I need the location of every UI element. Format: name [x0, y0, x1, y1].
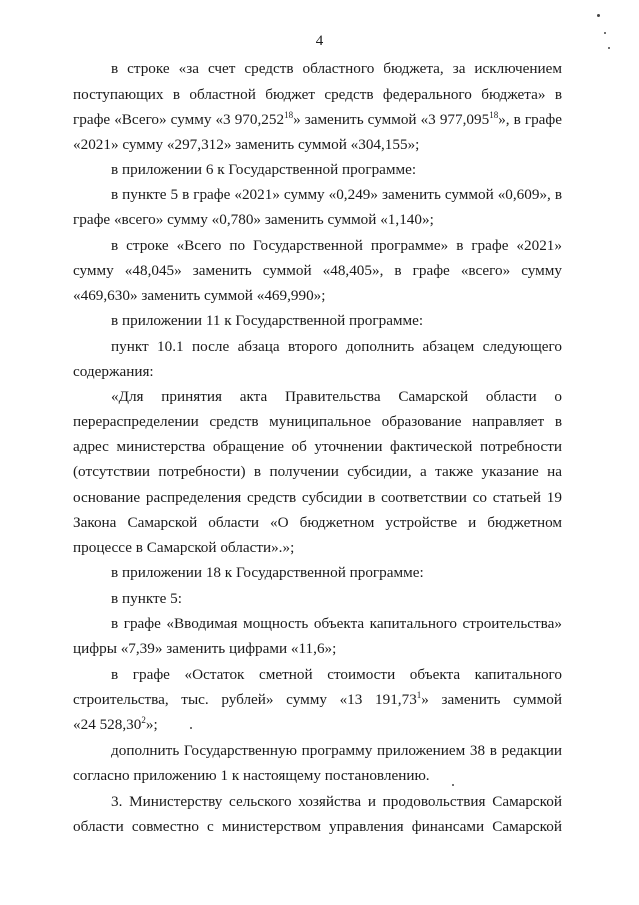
text-fragment: строительства, тыс. рублей» сумму «13 191,73	[73, 691, 417, 708]
scan-speck	[190, 727, 192, 729]
scan-speck	[597, 14, 600, 17]
text-fragment: »;	[145, 716, 158, 733]
paragraph-line: дополнить Государственную программу приложением 38 в редакции	[111, 742, 562, 759]
paragraph-line: «2021» сумму «297,312» заменить суммой «304,155»;	[73, 136, 420, 153]
paragraph-line: в строке «за счет средств областного бюджета, за исключением	[111, 60, 562, 77]
scan-speck	[452, 784, 454, 786]
paragraph-line: основание распределения средств субсидии в соответствии со статьей 19	[73, 489, 562, 506]
paragraph-line: в строке «Всего по Государственной программе» в графе «2021»	[111, 237, 562, 254]
paragraph-line	[73, 690, 562, 710]
paragraph-line: «Для принятия акта Правительства Самарской области о	[111, 388, 562, 405]
text-fragment: графе «Всего» сумму «3 970,252	[73, 111, 285, 128]
paragraph-line: процессе в Самарской области».»;	[73, 539, 295, 556]
footnote-marker: 1	[416, 690, 422, 700]
paragraph-line: в приложении 6 к Государственной программе:	[111, 161, 417, 178]
footnote-marker: 18	[284, 110, 294, 120]
footnote-marker: 2	[141, 715, 146, 725]
paragraph-line: «469,630» заменить суммой «469,990»;	[73, 287, 326, 304]
paragraph-line: цифры «7,39» заменить цифрами «11,6»;	[73, 640, 337, 657]
paragraph-line: в пункте 5 в графе «2021» сумму «0,249» заменить суммой «0,609», в	[111, 186, 562, 203]
paragraph-line: пункт 10.1 после абзаца второго дополнить абзацем следующего	[111, 338, 562, 355]
footnote-marker: 18	[489, 110, 499, 120]
paragraph-line: Закона Самарской области «О бюджетном устройстве и бюджетном	[73, 514, 562, 531]
paragraph-line: поступающих в областной бюджет средств федерального бюджета» в	[73, 86, 562, 103]
text-fragment: «24 528,30	[73, 716, 142, 733]
paragraph-line: в пункте 5:	[111, 590, 182, 607]
paragraph-line: в приложении 18 к Государственной программе:	[111, 564, 424, 581]
paragraph-line: в приложении 11 к Государственной программе:	[111, 312, 424, 329]
paragraph-line: содержания:	[73, 363, 154, 380]
paragraph-line	[73, 715, 562, 735]
paragraph-line: адрес министерства обращение об уточнении фактической потребности	[73, 438, 562, 455]
text-fragment: » заменить суммой	[421, 691, 562, 708]
paragraph-line: перераспределении средств муниципальное образование направляет в	[73, 413, 562, 430]
paragraph-line	[73, 110, 562, 130]
paragraph-line: области совместно с министерством управления финансами Самарской	[73, 818, 562, 835]
scan-speck	[608, 47, 610, 49]
text-fragment: » заменить суммой «3 977,095	[293, 111, 490, 128]
scan-speck	[604, 32, 606, 34]
paragraph-line: согласно приложению 1 к настоящему постановлению.	[73, 767, 430, 784]
page-number: 4	[315, 33, 324, 49]
text-fragment: », в графе	[498, 111, 562, 128]
paragraph-line: в графе «Остаток сметной стоимости объекта капитального	[111, 666, 562, 683]
paragraph-line: в графе «Вводимая мощность объекта капитального строительства»	[111, 615, 562, 632]
paragraph-line: графе «всего» сумму «0,780» заменить суммой «1,140»;	[73, 211, 434, 228]
paragraph-line: (отсутствии потребности) в получении субсидии, а также указание на	[73, 463, 562, 480]
paragraph-line: 3. Министерству сельского хозяйства и продовольствия Самарской	[111, 793, 562, 810]
paragraph-line: сумму «48,045» заменить суммой «48,405», в графе «всего» сумму	[73, 262, 562, 279]
